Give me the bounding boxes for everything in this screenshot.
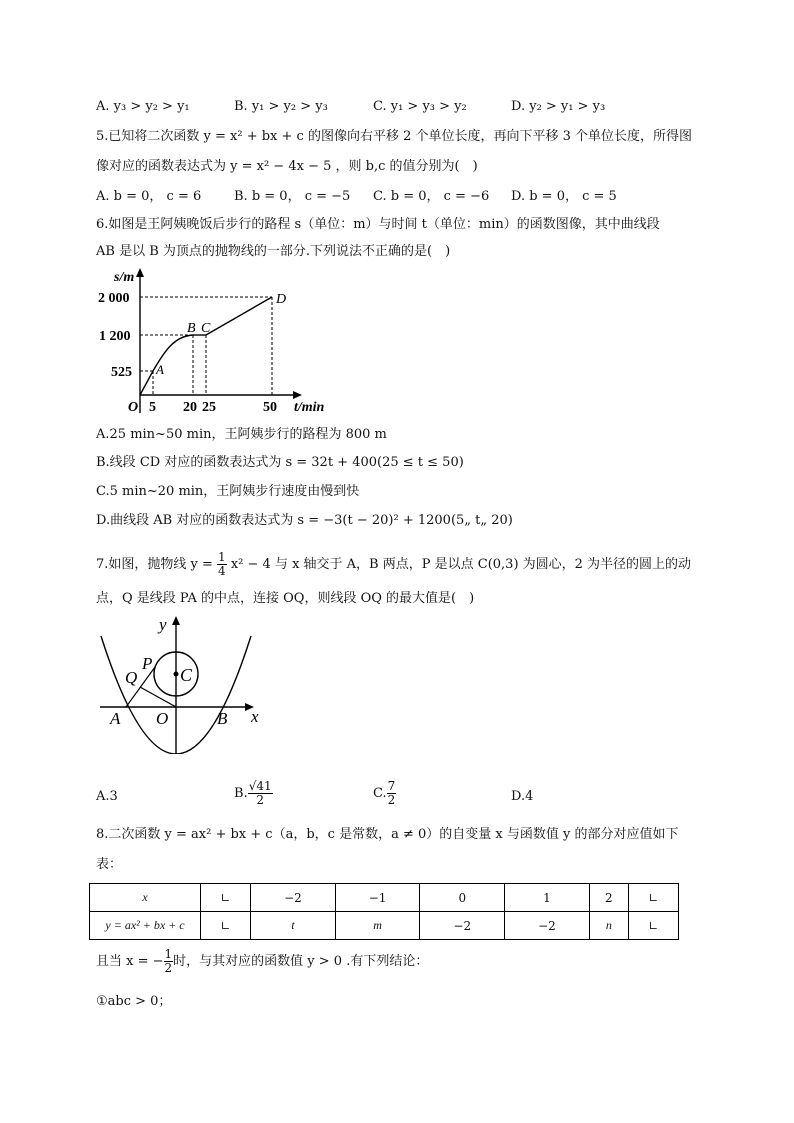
- table-cell: −2: [505, 912, 590, 940]
- q6-x-axis-label: t/min: [294, 400, 325, 415]
- q7-center-point: [174, 672, 179, 677]
- q8-conclusion-1: ①abc > 0；: [96, 994, 172, 1009]
- q4-option-a: A. y₃ > y₂ > y₁: [96, 99, 190, 114]
- table-cell: 2: [589, 884, 628, 912]
- q6-point-d-label: D: [276, 292, 287, 307]
- q6-xtick-5: 5: [149, 400, 156, 415]
- q7-point-q-label: Q: [125, 668, 138, 687]
- table-cell: y = ax² + bx + c: [90, 912, 201, 940]
- q7-option-b-fraction: [248, 780, 273, 807]
- q8-stem-line2: 表：: [96, 857, 123, 872]
- q8-condition-den: 2: [164, 961, 173, 975]
- q7-option-b-prefix: B.: [234, 786, 248, 801]
- q8-value-table: [89, 883, 679, 940]
- q5-option-c: C. b = 0， c = −6: [373, 189, 490, 204]
- q5-stem-line1: 5.已知将二次函数 y = x² + bx + c 的图像向右平移 2 个单位长度，再向下平移 3 个单位长度，所得图: [96, 129, 693, 144]
- q6-point-b-label: B: [187, 321, 196, 336]
- table-cell: −2: [420, 912, 505, 940]
- table-cell: ∟: [628, 912, 678, 940]
- table-cell: t: [251, 912, 336, 940]
- q8-stem-line1: 8.二次函数 y = ax² + bx + c（a，b，c 是常数，a ≠ 0）的自变量 x 与函数值 y 的部分对应值如下: [96, 827, 679, 842]
- q5-option-b: B. b = 0， c = −5: [234, 189, 351, 204]
- table-row: [90, 912, 679, 940]
- q7-point-b-label: B: [217, 709, 228, 728]
- table-cell: x: [90, 884, 201, 912]
- q7-option-b-den: 2: [256, 793, 264, 807]
- q7-stem-part-a: 7.如图，抛物线 y =: [96, 557, 213, 572]
- q7-y-axis-arrow: [172, 616, 180, 625]
- table-cell: −1: [335, 884, 420, 912]
- q6-xtick-25: 25: [202, 400, 216, 415]
- q6-ytick-1200: 1 200: [99, 329, 131, 344]
- q6-option-b: B.线段 CD 对应的函数表达式为 s = 32t + 400(25 ≤ t ≤ 50): [96, 455, 464, 470]
- q6-ytick-2000: 2 000: [98, 291, 130, 306]
- q6-ytick-525: 525: [111, 365, 132, 380]
- q7-option-b-num: √41: [248, 779, 272, 793]
- q6-option-c: C.5 min~20 min，王阿姨步行速度由慢到快: [96, 484, 360, 499]
- q7-option-c: [373, 780, 396, 807]
- q4-option-b: B. y₁ > y₂ > y₃: [234, 99, 328, 114]
- q7-option-b: [234, 780, 273, 807]
- q5-option-d: D. b = 0， c = 5: [511, 189, 617, 204]
- table-cell: 0: [420, 884, 505, 912]
- q7-point-a-label: A: [110, 709, 121, 728]
- q6-point-a-label: A: [156, 362, 164, 377]
- q7-point-o-label: O: [156, 709, 169, 728]
- q6-option-a: A.25 min~50 min，王阿姨步行的路程为 800 m: [96, 427, 387, 442]
- q7-option-c-fraction: [387, 780, 397, 807]
- q6-xtick-50: 50: [263, 400, 277, 415]
- q7-stem-line2: 点，Q 是线段 PA 的中点，连接 OQ，则线段 OQ 的最大值是( ): [96, 591, 475, 606]
- q7-point-p-label: P: [142, 654, 153, 673]
- q7-fraction-den: 4: [218, 564, 226, 578]
- q7-option-c-prefix: C.: [373, 786, 387, 801]
- table-cell: ∟: [201, 884, 251, 912]
- q6-origin-label: O: [128, 400, 139, 415]
- q7-fraction-num: 1: [218, 550, 226, 564]
- q7-option-a: A.3: [96, 789, 118, 804]
- q7-y-axis-label: y: [159, 615, 167, 634]
- q6-y-axis-arrow: [136, 268, 144, 277]
- q6-stem-line2: AB 是以 B 为顶点的抛物线的一部分.下列说法不正确的是( ): [96, 244, 451, 259]
- q7-segment-oq: [140, 687, 176, 707]
- q7-parabola-graph: [96, 612, 272, 754]
- q7-fraction: [217, 551, 227, 578]
- q6-distance-time-graph: [96, 262, 346, 418]
- q6-xtick-20: 20: [183, 400, 197, 415]
- table-cell: 1: [505, 884, 590, 912]
- q7-x-axis-label: x: [251, 707, 259, 726]
- table-cell: ∟: [201, 912, 251, 940]
- table-cell: n: [589, 912, 628, 940]
- q7-option-c-num: 7: [387, 779, 396, 793]
- table-cell: m: [335, 912, 420, 940]
- q7-stem-part-b: x² − 4 与 x 轴交于 A，B 两点，P 是以点 C(0,3) 为圆心，2 为半径的圆上的动: [230, 557, 692, 572]
- q6-y-axis-label: s/m: [114, 270, 135, 285]
- q5-option-a: A. b = 0， c = 6: [96, 189, 202, 204]
- q5-stem-line2: 像对应的函数表达式为 y = x² − 4x − 5 ，则 b,c 的值分别为( ): [96, 159, 478, 174]
- q8-condition-part-a: 且当 x = −: [96, 954, 164, 969]
- table-cell: ∟: [628, 884, 678, 912]
- q8-condition-part-b: 时，与其对应的函数值 y > 0 .有下列结论：: [173, 954, 429, 969]
- q6-x-axis-arrow: [293, 391, 302, 399]
- q6-dashed-guides: [140, 297, 272, 395]
- q6-stem-line1: 6.如图是王阿姨晚饭后步行的路程 s（单位：m）与时间 t（单位：min）的函数图像，其中曲线段: [96, 217, 660, 232]
- table-row: [90, 884, 679, 912]
- q6-segment-cd: [206, 297, 272, 335]
- q7-point-c-label: C: [180, 665, 193, 685]
- q6-curve-oab: [140, 335, 193, 395]
- q8-condition-fraction: [164, 948, 174, 975]
- q4-option-c: C. y₁ > y₃ > y₂: [373, 99, 467, 114]
- q7-option-d: D.4: [511, 789, 534, 804]
- q6-option-d: D.曲线段 AB 对应的函数表达式为 s = −3(t − 20)² + 1200(5„ t„ 20): [96, 513, 513, 528]
- q6-point-c-label: C: [201, 321, 211, 336]
- table-cell: −2: [251, 884, 336, 912]
- q8-condition: [96, 948, 428, 975]
- q8-condition-num: 1: [164, 947, 173, 961]
- q4-option-d: D. y₂ > y₁ > y₃: [511, 99, 606, 114]
- q7-stem-line1: [96, 551, 691, 578]
- q7-option-c-den: 2: [387, 793, 396, 807]
